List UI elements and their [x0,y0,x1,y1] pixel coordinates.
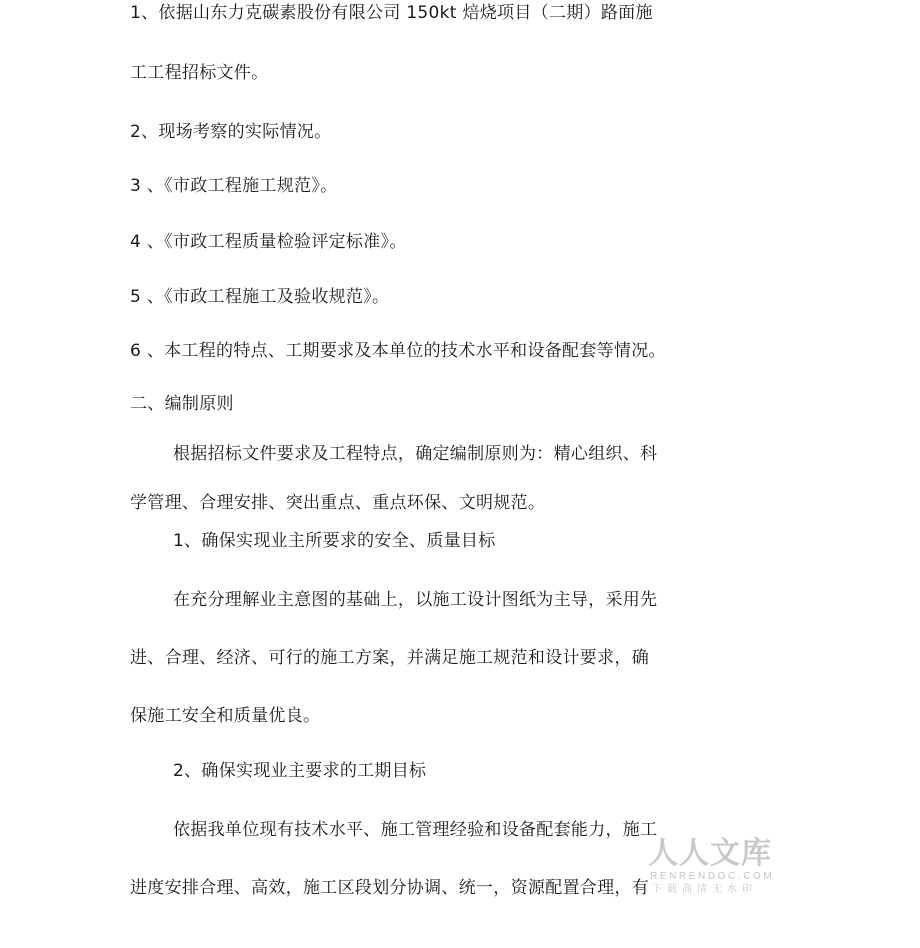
watermark-subtitle: 下载高清无水印 [652,884,757,895]
text-line-6: 5 、《市政工程施工及验收规范》。 [130,287,390,307]
watermark-title: 人人文库 [648,836,772,871]
text-line-2: 工工程招标文件。 [130,63,269,83]
text-line-17: 进度安排合理、高效，施工区段划分协调、统一，资源配置合理，有 [130,878,649,898]
text-line-9: 根据招标文件要求及工程特点，确定编制原则为：精心组织、科 [173,444,658,464]
section-heading: 二、编制原则 [130,394,234,414]
text-line-4: 3 、《市政工程施工规范》。 [130,176,338,196]
text-line-5: 4 、《市政工程质量检验评定标准》。 [130,232,407,252]
text-line-3: 2、现场考察的实际情况。 [130,122,332,142]
text-line-10: 学管理、合理安排、突出重点、重点环保、文明规范。 [130,493,546,513]
text-line-13: 进、合理、经济、可行的施工方案，并满足施工规范和设计要求，确 [130,648,649,668]
subheading-2: 2、确保实现业主要求的工期目标 [173,761,427,781]
text-line-14: 保施工安全和质量优良。 [130,706,321,726]
text-line-7: 6 、本工程的特点、工期要求及本单位的技术水平和设备配套等情况。 [130,341,666,361]
text-line-12: 在充分理解业主意图的基础上，以施工设计图纸为主导，采用先 [173,590,658,610]
text-line-1: 1、依据山东力克碳素股份有限公司 150kt 焙烧项目（二期）路面施 [130,3,653,23]
watermark-domain: RENRENDOC.COM [650,871,775,882]
subheading-1: 1、确保实现业主所要求的安全、质量目标 [173,531,496,551]
text-line-16: 依据我单位现有技术水平、施工管理经验和设备配套能力，施工 [173,820,658,840]
